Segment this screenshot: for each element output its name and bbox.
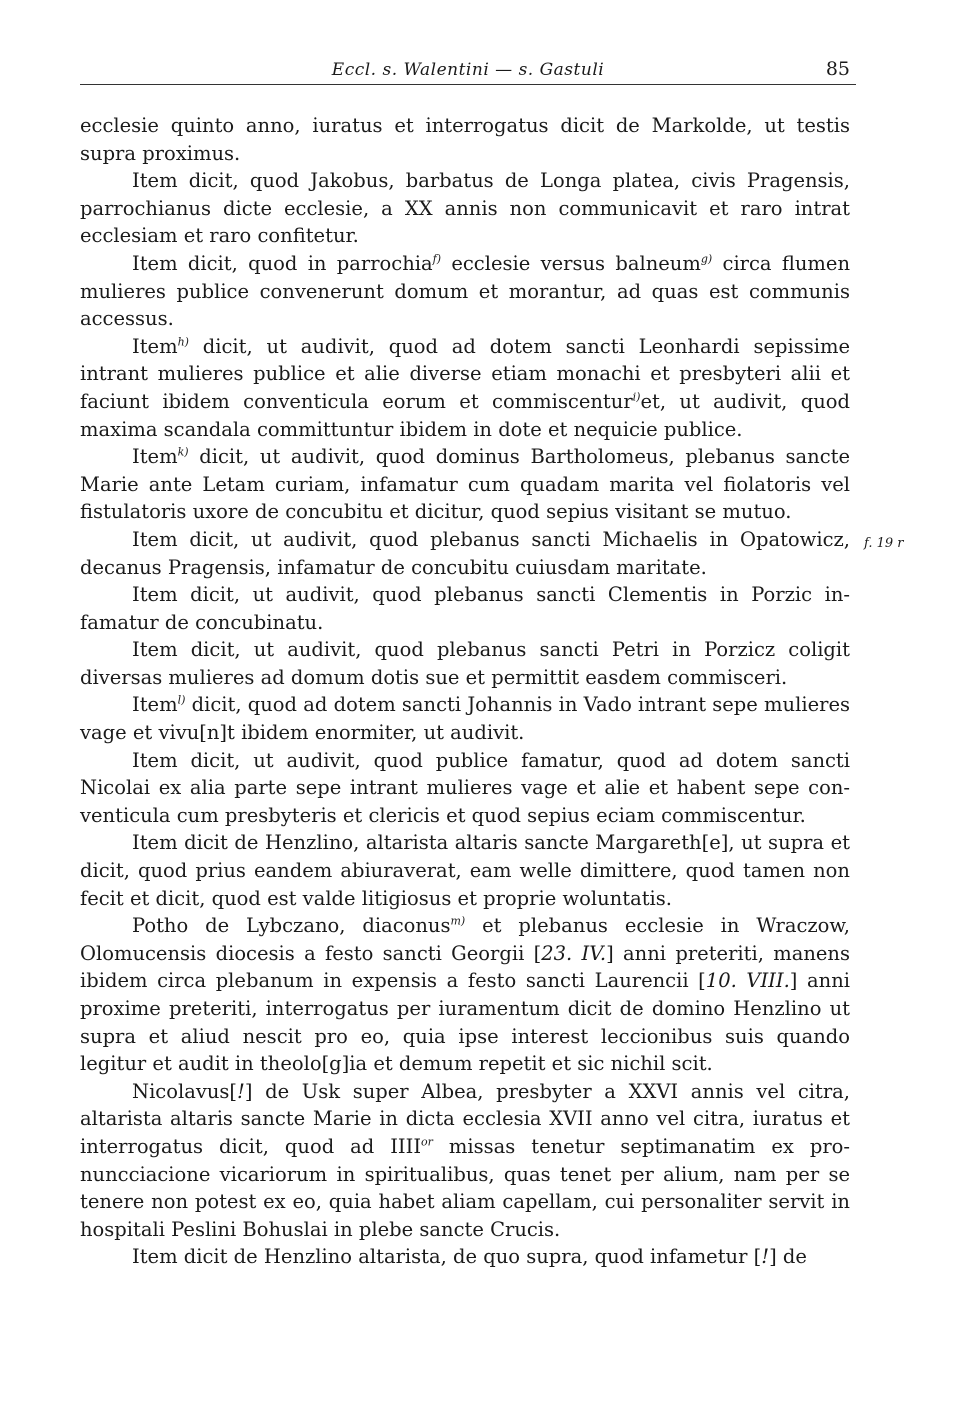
paragraph: Item$^{h)}$ dicit, ut audivit, quod ad dotem sancti Leonhardi sepissime intrant mulieres publice et alie diverse etiam monachi et presbyteri alii et faciunt ibidem conventicula eorum et commiscentur$^{i)}$et, ut audivit, quod maxima scandala committuntur ibidem in dote et nequicie publice. — [80, 334, 850, 441]
paragraph: Item dicit, ut audivit, quod publice famatur, quod ad dotem sancti Nicolai ex alia parte sepe intrant mulieres vage et alie et habent sepe conventicula cum presbyteris et clericis et quod sepius eciam commiscentur. — [80, 748, 850, 827]
paragraph: Item dicit, ut audivit, quod plebanus sancti Michaelis in Opatowicz, decanus Pragensis, infamatur de concubitu cuiusdam maritate. — [80, 527, 850, 579]
body-text — [80, 112, 850, 1271]
paragraph: Item dicit de Henzlino, altarista altaris sancte Margareth[e], ut supra et dicit, quod prius eandem abiuraverat, eam welle dimittere, quod tamen non fecit et dicit, quod est valde litigiosus et proprie woluntatis. — [80, 831, 850, 910]
paragraph: Nicolavus[!] de Usk super Albea, presbyter a XXVI annis vel citra, altarista altaris sancte Marie in dicta ecclesia XVII anno vel citra, iuratus et interrogatus dicit, quod ad $IIII^{or}$ missas tenetur septimanatim ex pronuncciacione vicariorum in spiritualibus, quas tenet per alium, nam per se tenere non potest ex eo, quia habet aliam capellam, cui personaliter servit in hospitali Peslini Bohuslai in plebe sancte Crucis. — [80, 1079, 850, 1241]
folio-margin-note: f. 19 r — [864, 536, 904, 551]
running-header — [80, 60, 856, 86]
paragraph: Item dicit, quod in parrochia$^{f)}$ ecclesie versus balneum$^{g)}$ circa flumen mulieres publice convenerunt domum et morantur, ad quas est communis accessus. — [80, 251, 851, 331]
page-number: 85 — [825, 58, 850, 80]
paragraph: Item dicit, quod Jakobus, barbatus de Longa platea, civis Pragensis, parrochianus dicte ecclesie, a XX annis non communicavit et raro intrat ecclesiam et raro confitetur. — [80, 169, 850, 248]
paragraph: Item$^{l)}$ dicit, quod ad dotem sancti Johannis in Vado intrant sepe mulieres vage et vivu[n]t ibidem enormiter, ut audivit. — [80, 693, 850, 745]
paragraph: Potho de Lybczano, diaconus$^{m)}$ et plebanus ecclesie in Wraczow, Olomucensis diocesis a festo sancti Georgii [23. IV.] anni preteriti, manens ibidem circa plebanum in expensis a festo sancti Laurencii [10. VIII.] anni proxime preteriti, interrogatus per iuramentum dicit de domino Henzlino ut supra et aliud nescit pro eo, quia ipse interest leccionibus suis quando legitur et audit in theolo[g]ia et demum repetit et sic nichil scit. — [80, 914, 850, 1076]
paragraph: Item dicit de Henzlino altarista, de quo supra, quod infametur [!] de — [132, 1245, 807, 1269]
paragraph: Item dicit, ut audivit, quod plebanus sancti Petri in Porzicz coligit diversas mulieres ad domum dotis sue et permittit easdem commisceri. — [80, 638, 850, 689]
paragraph: Item$^{k)}$ dicit, ut audivit, quod dominus Bartholomeus, plebanus sancte Marie ante Letam curiam, infamatur cum quadam marita vel fiolatoris vel fistulatoris uxore de concubitu et dicitur, quod sepius visitant se mutuo. — [80, 445, 850, 524]
header-rule — [80, 84, 856, 85]
paragraph: Item dicit, ut audivit, quod plebanus sancti Clementis in Porzic infamatur de concubinatu. — [80, 583, 850, 634]
running-title: Eccl. s. Walentini — s. Gastuli — [331, 60, 605, 80]
paragraph: ecclesie quinto anno, iuratus et interrogatus dicit de Markolde, ut testis supra proximus. — [80, 114, 850, 165]
